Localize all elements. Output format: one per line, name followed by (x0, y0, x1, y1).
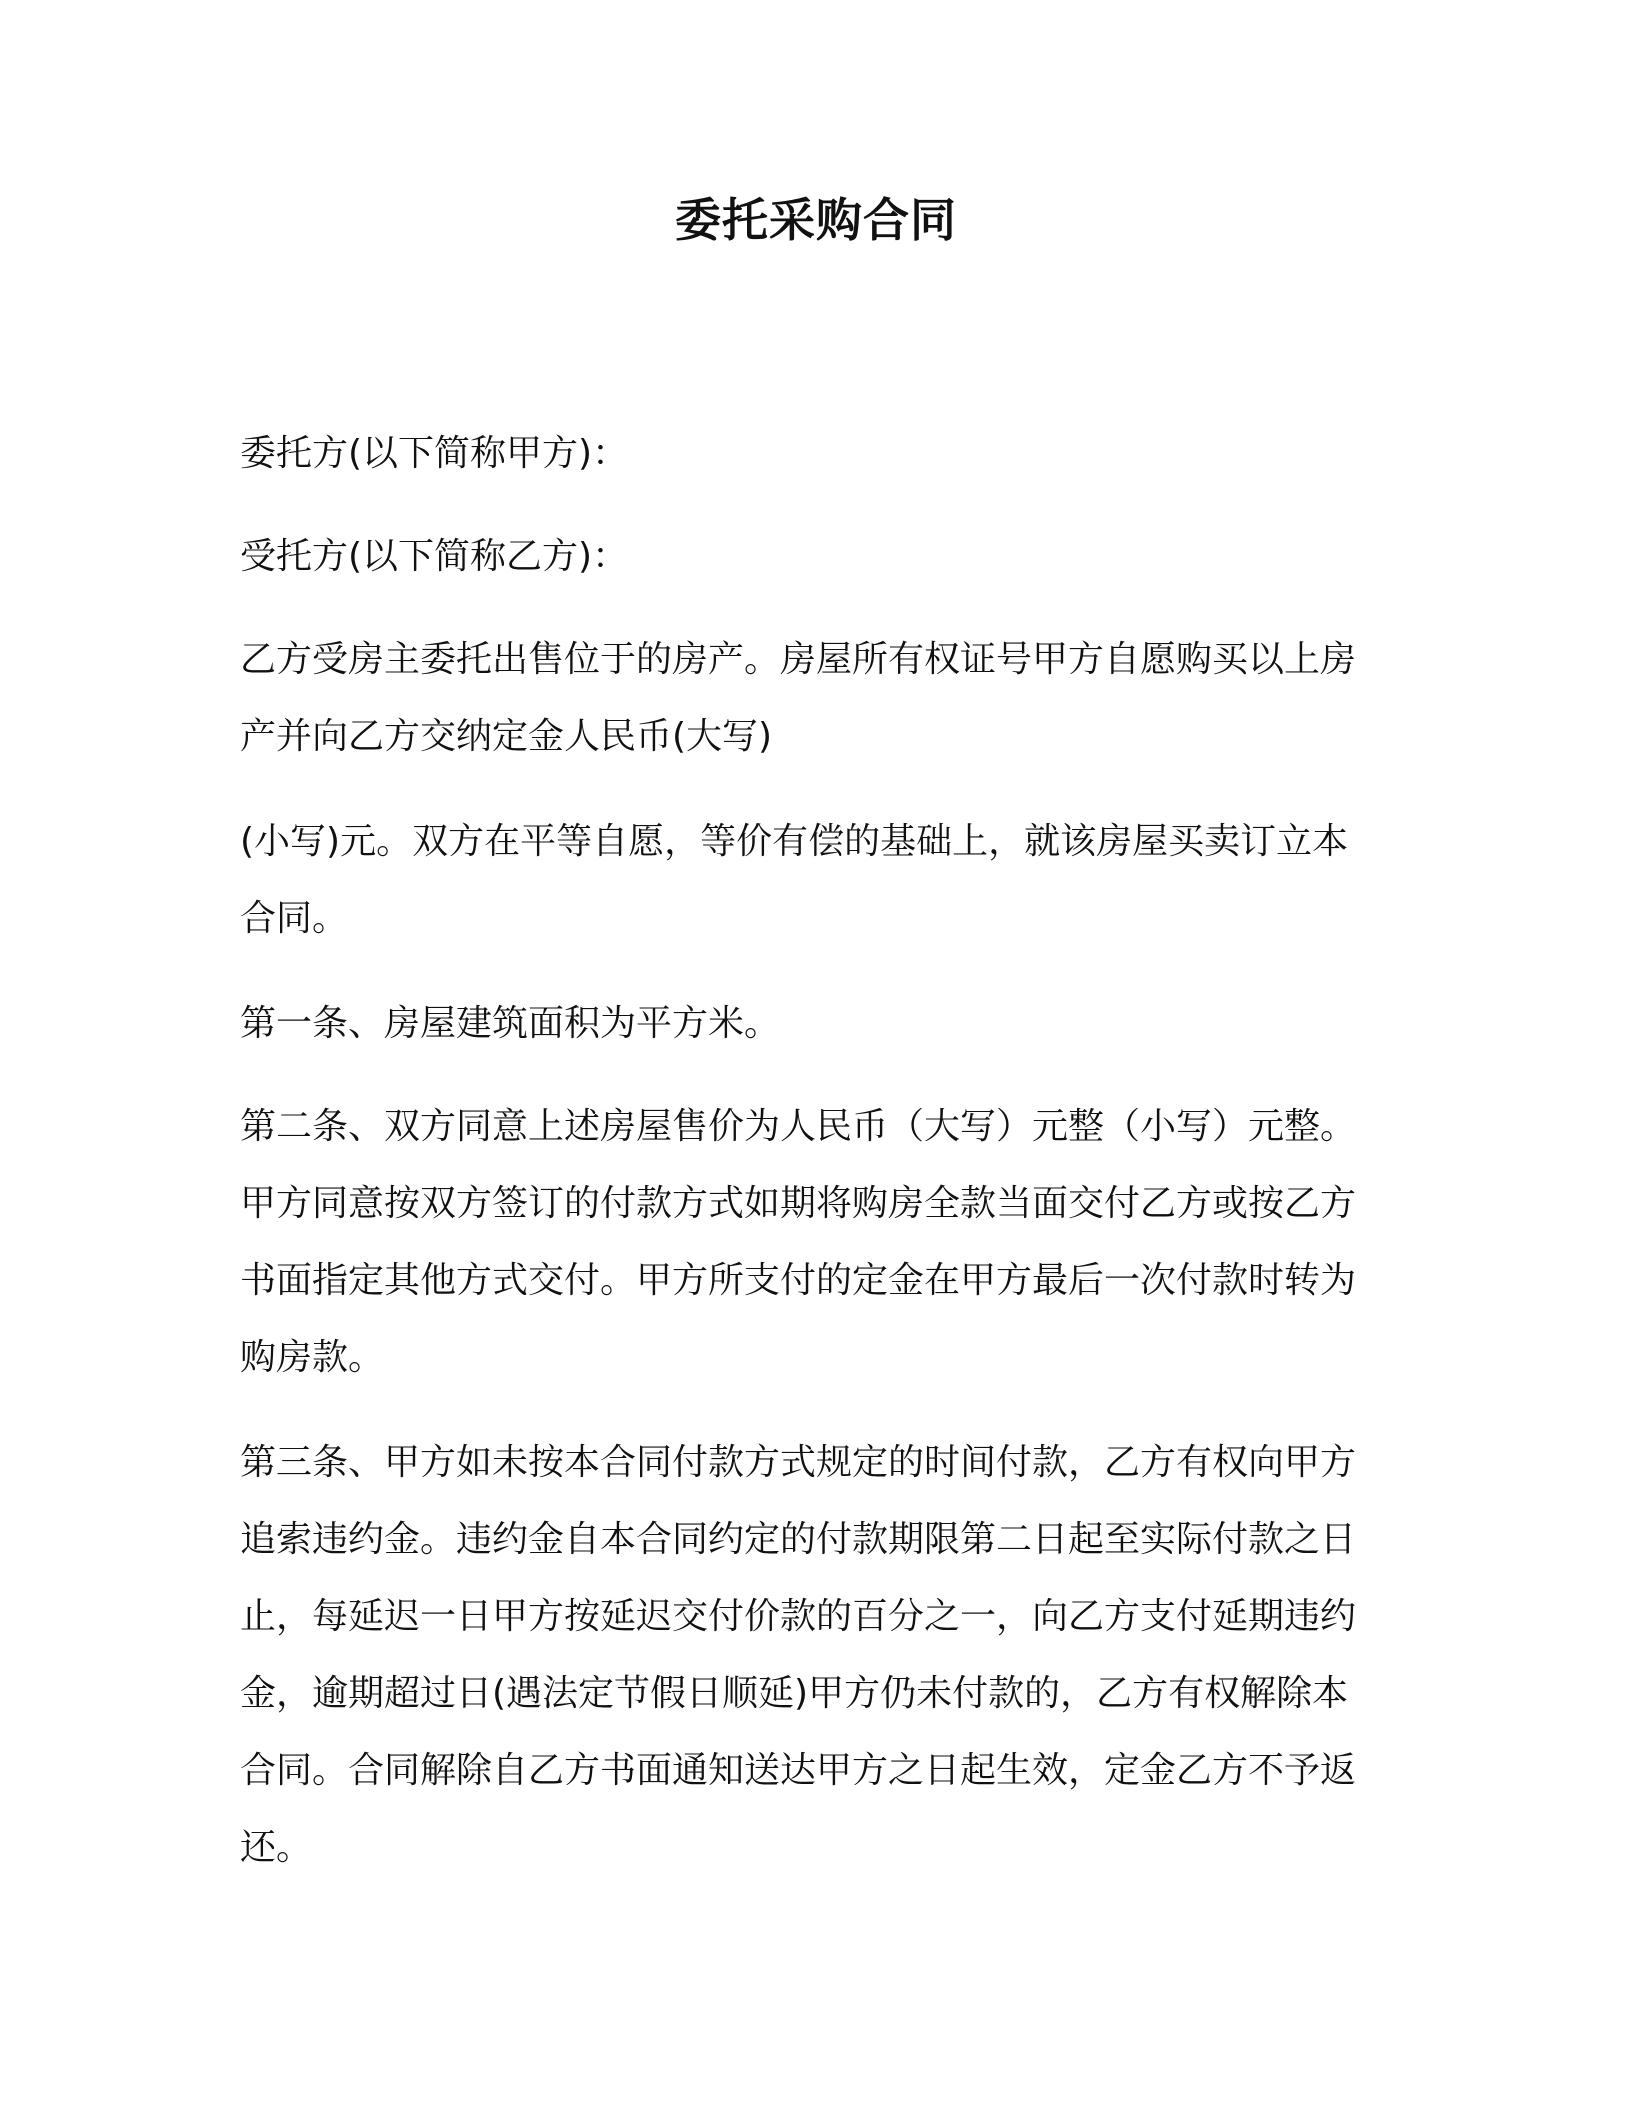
paragraph-agent-party: 受托方(以下简称乙方)： (240, 536, 629, 577)
paragraph-client-party: 委托方(以下简称甲方)： (240, 433, 629, 474)
paragraph-article-3: 第三条、甲方如未按本合同付款方式规定的时间付款，乙方有权向甲方追索违约金。违约金自本合同约定的付款期限第二日起至实际付款之日止，每延迟一日甲方按延迟交付价款的百分之一，向乙方支付延期违约金，逾期超过日(遇法定节假日顺延)甲方仍未付款的，乙方有权解除本合同。合同解除自乙方书面通知送达甲方之日起生效，定金乙方不予返还。 (240, 1442, 1357, 1868)
paragraph-article-2: 第二条、双方同意上述房屋售价为人民币（大写）元整（小写）元整。甲方同意按双方签订的付款方式如期将购房全款当面交付乙方或按乙方书面指定其他方式交付。甲方所支付的定金在甲方最后一次付款时转为购房款。 (240, 1106, 1357, 1378)
document-title: 委托采购合同 (675, 193, 957, 247)
paragraph-article-1: 第一条、房屋建筑面积为平方米。 (240, 1003, 781, 1044)
paragraph-intro-continued: (小写)元。双方在平等自愿，等价有偿的基础上，就该房屋买卖订立本合同。 (240, 821, 1349, 939)
paragraph-intro: 乙方受房主委托出售位于的房产。房屋所有权证号甲方自愿购买以上房产并向乙方交纳定金人民币(大写) (240, 639, 1357, 757)
document-body (240, 415, 1380, 1914)
